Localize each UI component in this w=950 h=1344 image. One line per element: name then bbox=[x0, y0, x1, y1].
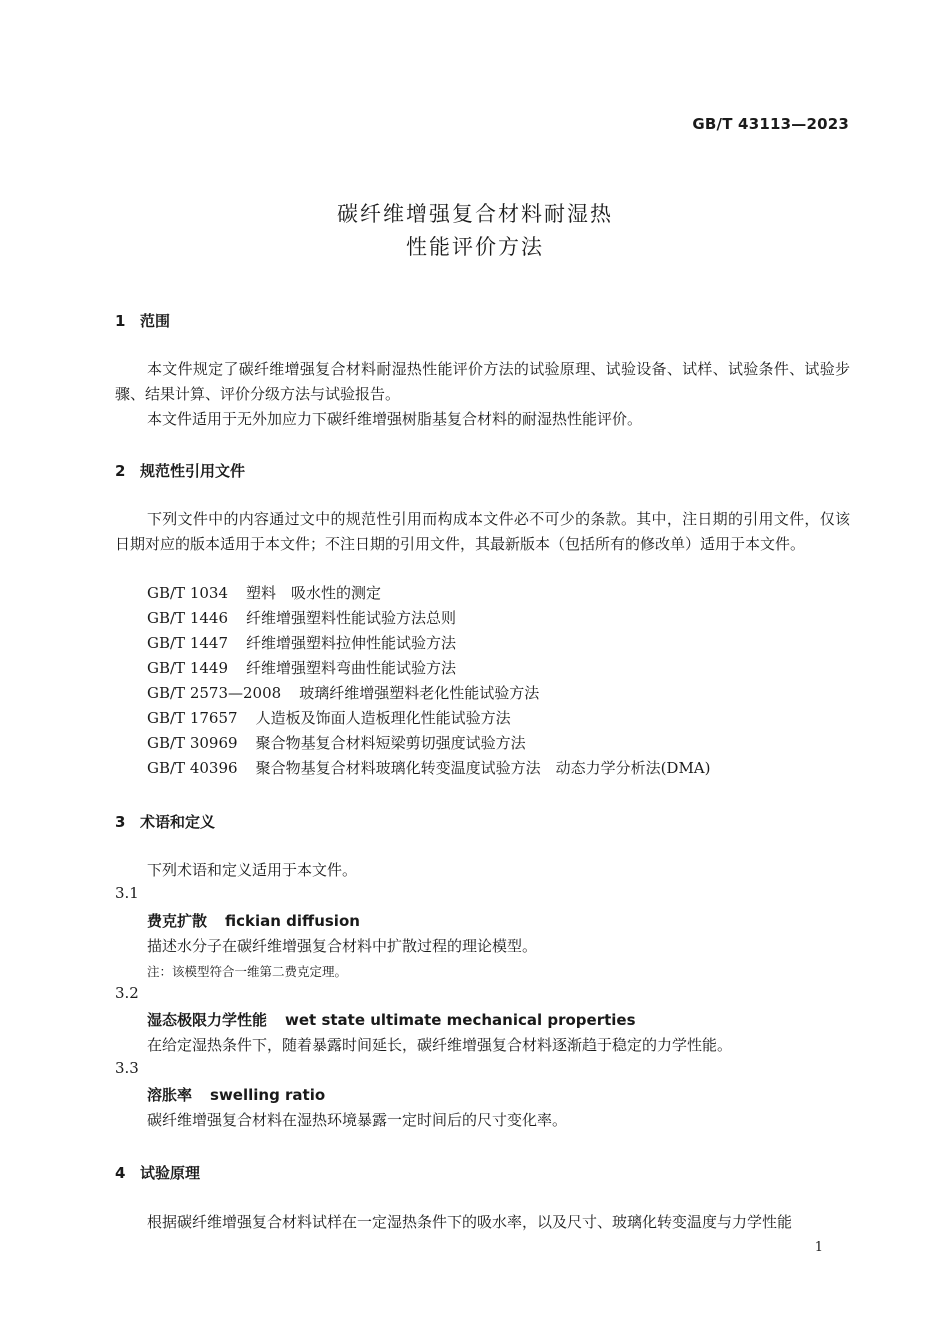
reference-item bbox=[147, 707, 511, 728]
term-en: swelling ratio bbox=[210, 1086, 326, 1104]
section-number: 3 bbox=[115, 813, 126, 831]
term-number: 3.1 bbox=[115, 884, 139, 902]
reference-title: 塑料 吸水性的测定 bbox=[246, 584, 382, 602]
reference-item bbox=[147, 607, 456, 628]
section-4-heading bbox=[115, 1162, 200, 1183]
term-note: 注：该模型符合一维第二费克定理。 bbox=[147, 964, 348, 979]
section-1-paragraph-2: 本文件适用于无外加应力下碳纤维增强树脂基复合材料的耐湿热性能评价。 bbox=[147, 410, 643, 428]
standard-code: GB/T 43113—2023 bbox=[692, 115, 849, 133]
term-heading bbox=[147, 1009, 636, 1030]
reference-code: GB/T 1447 bbox=[147, 634, 229, 652]
term-en: fickian diffusion bbox=[225, 912, 360, 930]
document-title-line-2: 性能评价方法 bbox=[406, 235, 544, 259]
reference-code: GB/T 17657 bbox=[147, 709, 238, 727]
reference-code: GB/T 1034 bbox=[147, 584, 229, 602]
document-title-line-1: 碳纤维增强复合材料耐湿热 bbox=[337, 202, 613, 226]
reference-title: 玻璃纤维增强塑料老化性能试验方法 bbox=[299, 684, 540, 702]
term-zh: 湿态极限力学性能 bbox=[147, 1011, 268, 1029]
reference-item bbox=[147, 757, 711, 778]
section-number: 2 bbox=[115, 462, 126, 480]
reference-title: 聚合物基复合材料短梁剪切强度试验方法 bbox=[255, 734, 526, 752]
reference-item bbox=[147, 632, 456, 653]
reference-title: 聚合物基复合材料玻璃化转变温度试验方法 动态力学分析法(DMA) bbox=[255, 759, 711, 777]
reference-item bbox=[147, 657, 456, 678]
reference-code: GB/T 2573—2008 bbox=[147, 684, 282, 702]
section-number: 4 bbox=[115, 1164, 126, 1182]
reference-title: 人造板及饰面人造板理化性能试验方法 bbox=[255, 709, 511, 727]
term-number: 3.3 bbox=[115, 1059, 139, 1077]
section-4-paragraph-1: 根据碳纤维增强复合材料试样在一定湿热条件下的吸水率，以及尺寸、玻璃化转变温度与力学性能 bbox=[147, 1213, 793, 1231]
reference-title: 纤维增强塑料弯曲性能试验方法 bbox=[246, 659, 457, 677]
term-definition: 描述水分子在碳纤维增强复合材料中扩散过程的理论模型。 bbox=[147, 937, 538, 955]
term-en: wet state ultimate mechanical properties bbox=[285, 1011, 636, 1029]
reference-item bbox=[147, 582, 381, 603]
reference-item bbox=[147, 682, 539, 703]
reference-code: GB/T 30969 bbox=[147, 734, 238, 752]
section-1-heading bbox=[115, 310, 170, 331]
reference-code: GB/T 1446 bbox=[147, 609, 229, 627]
page-number: 1 bbox=[814, 1240, 823, 1255]
reference-title: 纤维增强塑料性能试验方法总则 bbox=[246, 609, 457, 627]
section-2-heading bbox=[115, 460, 245, 481]
reference-code: GB/T 1449 bbox=[147, 659, 229, 677]
section-number: 1 bbox=[115, 312, 126, 330]
section-1-paragraph-1: 本文件规定了碳纤维增强复合材料耐湿热性能评价方法的试验原理、试验设备、试样、试验条件、试验步骤、结果计算、评价分级方法与试验报告。 bbox=[115, 360, 850, 403]
term-zh: 溶胀率 bbox=[147, 1086, 193, 1104]
reference-code: GB/T 40396 bbox=[147, 759, 238, 777]
term-definition: 碳纤维增强复合材料在湿热环境暴露一定时间后的尺寸变化率。 bbox=[147, 1111, 568, 1129]
section-3-intro: 下列术语和定义适用于本文件。 bbox=[147, 861, 358, 879]
section-3-heading bbox=[115, 811, 215, 832]
term-zh: 费克扩散 bbox=[147, 912, 208, 930]
section-title: 范围 bbox=[140, 312, 171, 330]
section-title: 规范性引用文件 bbox=[140, 462, 246, 480]
section-title: 试验原理 bbox=[140, 1164, 201, 1182]
section-title: 术语和定义 bbox=[140, 813, 216, 831]
reference-title: 纤维增强塑料拉伸性能试验方法 bbox=[246, 634, 457, 652]
term-number: 3.2 bbox=[115, 984, 139, 1002]
reference-item bbox=[147, 732, 526, 753]
section-2-paragraph-1: 下列文件中的内容通过文中的规范性引用而构成本文件必不可少的条款。其中，注日期的引用文件，仅该日期对应的版本适用于本文件；不注日期的引用文件，其最新版本（包括所有的修改单）适用于本文件。 bbox=[115, 510, 850, 553]
term-heading bbox=[147, 910, 360, 931]
term-definition: 在给定湿热条件下，随着暴露时间延长，碳纤维增强复合材料逐渐趋于稳定的力学性能。 bbox=[147, 1036, 733, 1054]
term-heading bbox=[147, 1084, 325, 1105]
